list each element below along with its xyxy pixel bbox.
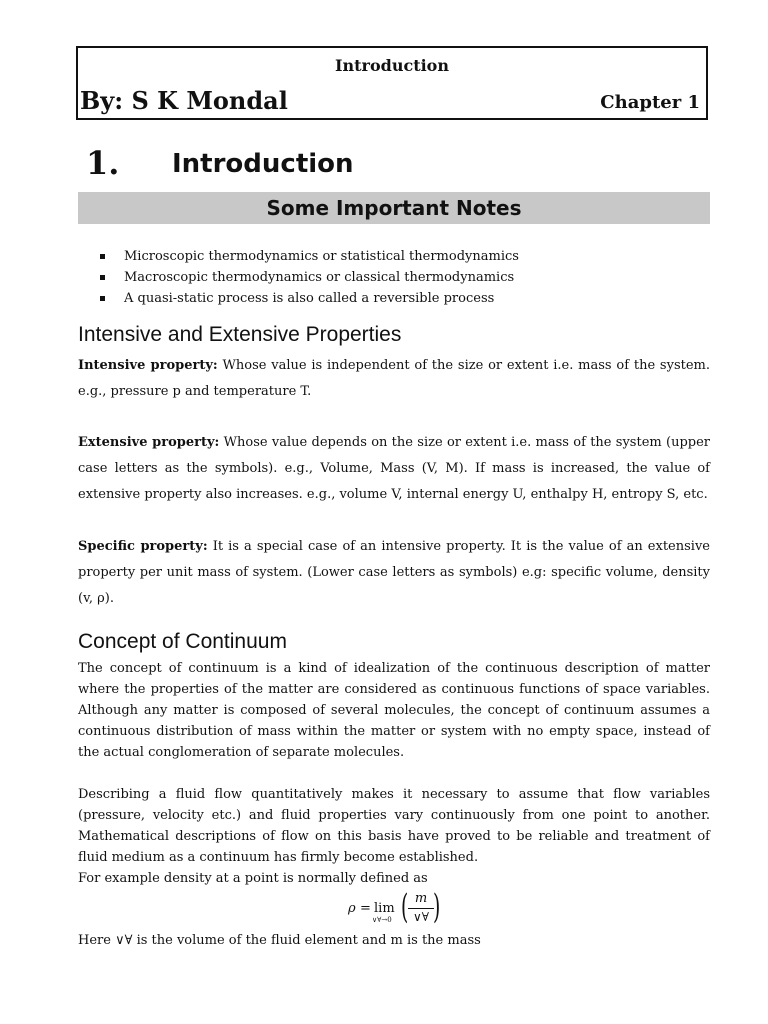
intensive-text: Whose value is independent of the size or extent i.e. mass of the system. e.g., pressure p and temperature T. (78, 358, 710, 399)
specific-label: Specific property: (78, 539, 208, 554)
header-chapter: Chapter 1 (600, 92, 700, 113)
list-item (98, 246, 519, 267)
intensive-label: Intensive property: (78, 358, 218, 373)
formula-paren-right: ) (432, 887, 441, 927)
bullet-icon (100, 254, 105, 259)
bullet-icon (100, 275, 105, 280)
formula-equals: = (360, 901, 371, 916)
continuum-text-2: Describing a fluid flow quantitatively makes it necessary to assume that flow variables (pressure, velocity etc.) and fluid properties vary continuously from one point to another. Mathematical descriptions of flow on this basis have proved to be reliable and treatment of fluid medium as a continuum has firmly become established. (78, 787, 710, 865)
header-title: Introduction (335, 56, 449, 75)
list-item-text: Macroscopic thermodynamics or classical thermodynamics (124, 270, 515, 285)
extensive-text: Whose value depends on the size or extent i.e. mass of the system (upper case letters as the symbols). e.g., Volume, Mass (V, M). If mass is increased, the value of extensive property also increases. e.g., volume V, internal energy U, enthalpy H, entropy S, etc. (78, 435, 711, 502)
continuum-paragraph-4 (78, 930, 710, 951)
formula-rho: ρ (348, 901, 356, 916)
extensive-property-paragraph (78, 430, 710, 508)
specific-property-paragraph (78, 534, 710, 612)
intensive-property-paragraph (78, 353, 710, 405)
page-header (76, 46, 708, 120)
continuum-text-1: The concept of continuum is a kind of idealization of the continuous description of matter where the properties of the matter are considered as continuous functions of space variables. Although any matter is composed of several molecules, the concept of continuum assumes a continuous distribution of mass within the matter or system with no empty space, instead of the actual conglomeration of separate molecules. (78, 661, 710, 760)
formula-fraction-bar (408, 908, 434, 909)
header-author: By: S K Mondal (80, 86, 288, 115)
extensive-label: Extensive property: (78, 435, 220, 450)
list-item (98, 288, 519, 309)
section-heading-properties: Intensive and Extensive Properties (78, 323, 402, 346)
specific-text: It is a special case of an intensive property. It is the value of an extensive property per unit mass of system. (Lower case letters as symbols) e.g: specific volume, density (v, ρ). (78, 539, 710, 606)
formula-limit-subscript: ∨∀→0 (372, 916, 392, 924)
list-item (98, 267, 519, 288)
list-item-text: Microscopic thermodynamics or statistical thermodynamics (124, 249, 519, 264)
list-item-text: A quasi-static process is also called a reversible process (124, 291, 495, 306)
notes-banner (78, 192, 710, 224)
continuum-text-3: For example density at a point is normally defined as (78, 871, 428, 886)
continuum-paragraph-1 (78, 658, 710, 763)
notes-heading: Some Important Notes (266, 196, 522, 220)
continuum-paragraph-2 (78, 784, 710, 889)
formula-paren-left: ( (400, 887, 409, 927)
chapter-title: Introduction (172, 149, 354, 179)
section-heading-continuum: Concept of Continuum (78, 630, 287, 653)
formula-numerator: m (414, 891, 428, 906)
continuum-text-4: Here ∨∀ is the volume of the fluid element and m is the mass (78, 933, 481, 948)
density-formula (348, 887, 448, 928)
formula-lim: lim (374, 901, 395, 916)
notes-list (98, 246, 519, 309)
bullet-icon (100, 296, 105, 301)
chapter-number: 1. (86, 144, 120, 182)
formula-denominator: ∨∀ (412, 910, 430, 924)
